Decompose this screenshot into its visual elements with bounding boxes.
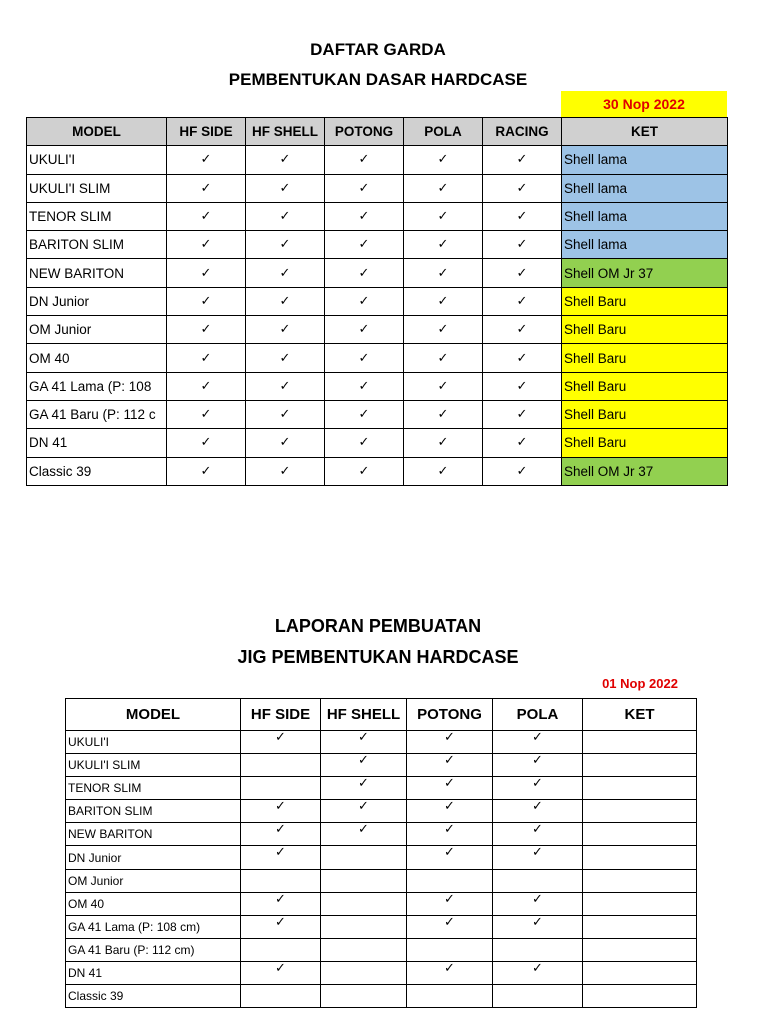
check-cell: ✓ <box>241 915 321 938</box>
check-cell: ✓ <box>404 457 483 485</box>
check-cell: ✓ <box>321 777 407 800</box>
check-cell: ✓ <box>407 777 493 800</box>
section2-title: LAPORAN PEMBUATAN <box>274 616 482 636</box>
ket-cell <box>583 731 697 754</box>
ket-cell <box>583 823 697 846</box>
table-row <box>27 344 728 372</box>
check-cell: ✓ <box>407 915 493 938</box>
check-cell: ✓ <box>483 429 562 457</box>
check-cell <box>321 961 407 984</box>
check-cell: ✓ <box>407 823 493 846</box>
column-header-hf-shell: HF SHELL <box>246 118 325 146</box>
table-row <box>66 915 697 938</box>
model-cell: OM 40 <box>66 892 241 915</box>
model-cell: DN Junior <box>66 846 241 869</box>
check-cell <box>321 892 407 915</box>
check-cell: ✓ <box>167 146 246 174</box>
check-cell: ✓ <box>483 259 562 287</box>
ket-cell: Shell Baru <box>562 429 728 457</box>
check-cell: ✓ <box>493 915 583 938</box>
model-cell: UKULI'I <box>27 146 167 174</box>
model-cell: GA 41 Lama (P: 108 <box>27 372 167 400</box>
column-header-hf-shell: HF SHELL <box>321 699 407 731</box>
check-cell <box>407 938 493 961</box>
column-header-model: MODEL <box>66 699 241 731</box>
table-row <box>27 457 728 485</box>
model-cell: UKULI'I SLIM <box>27 174 167 202</box>
check-cell: ✓ <box>407 731 493 754</box>
check-cell: ✓ <box>325 259 404 287</box>
check-cell: ✓ <box>493 800 583 823</box>
check-cell: ✓ <box>493 754 583 777</box>
table-row <box>66 800 697 823</box>
check-cell: ✓ <box>241 961 321 984</box>
check-cell: ✓ <box>167 174 246 202</box>
check-cell: ✓ <box>321 731 407 754</box>
check-cell: ✓ <box>483 231 562 259</box>
check-cell: ✓ <box>241 800 321 823</box>
model-cell: DN 41 <box>66 961 241 984</box>
section2-date: 01 Nop 2022 <box>602 676 678 691</box>
ket-cell <box>583 800 697 823</box>
check-cell: ✓ <box>325 287 404 315</box>
check-cell: ✓ <box>321 754 407 777</box>
check-cell: ✓ <box>167 344 246 372</box>
check-cell: ✓ <box>167 202 246 230</box>
column-header-ket: KET <box>562 118 728 146</box>
model-cell: DN Junior <box>27 287 167 315</box>
column-header-hf-side: HF SIDE <box>167 118 246 146</box>
column-header-potong: POTONG <box>407 699 493 731</box>
check-cell: ✓ <box>407 754 493 777</box>
check-cell: ✓ <box>246 202 325 230</box>
model-cell: OM Junior <box>66 869 241 892</box>
check-cell: ✓ <box>167 457 246 485</box>
check-cell: ✓ <box>483 146 562 174</box>
garda-table <box>26 117 728 486</box>
check-cell: ✓ <box>493 961 583 984</box>
model-cell: UKULI'I <box>66 731 241 754</box>
column-header-ket: KET <box>583 699 697 731</box>
column-header-racing: RACING <box>483 118 562 146</box>
check-cell: ✓ <box>404 316 483 344</box>
check-cell <box>407 985 493 1008</box>
check-cell: ✓ <box>167 231 246 259</box>
table-header-row <box>66 699 697 731</box>
check-cell: ✓ <box>167 259 246 287</box>
ket-cell <box>583 985 697 1008</box>
table-row <box>66 754 697 777</box>
check-cell: ✓ <box>325 316 404 344</box>
check-cell: ✓ <box>404 231 483 259</box>
model-cell: NEW BARITON <box>66 823 241 846</box>
check-cell: ✓ <box>404 174 483 202</box>
check-cell: ✓ <box>493 823 583 846</box>
check-cell: ✓ <box>246 146 325 174</box>
table-header-row <box>27 118 728 146</box>
check-cell <box>321 915 407 938</box>
ket-cell: Shell Baru <box>562 316 728 344</box>
column-header-hf-side: HF SIDE <box>241 699 321 731</box>
table-row <box>27 259 728 287</box>
check-cell: ✓ <box>241 731 321 754</box>
column-header-model: MODEL <box>27 118 167 146</box>
jig-report-table <box>65 698 697 1008</box>
section1-date: 30 Nop 2022 <box>561 91 727 117</box>
model-cell: GA 41 Baru (P: 112 c <box>27 400 167 428</box>
table-row <box>66 823 697 846</box>
check-cell: ✓ <box>325 457 404 485</box>
check-cell: ✓ <box>325 344 404 372</box>
check-cell: ✓ <box>325 146 404 174</box>
ket-cell <box>583 892 697 915</box>
check-cell <box>493 869 583 892</box>
check-cell <box>321 846 407 869</box>
check-cell: ✓ <box>321 800 407 823</box>
check-cell: ✓ <box>483 344 562 372</box>
check-cell: ✓ <box>407 892 493 915</box>
check-cell: ✓ <box>167 316 246 344</box>
model-cell: GA 41 Lama (P: 108 cm) <box>66 915 241 938</box>
check-cell: ✓ <box>404 287 483 315</box>
column-header-potong: POTONG <box>325 118 404 146</box>
check-cell: ✓ <box>246 287 325 315</box>
check-cell <box>321 938 407 961</box>
table-row <box>27 316 728 344</box>
check-cell <box>321 869 407 892</box>
check-cell <box>241 869 321 892</box>
table-row <box>66 961 697 984</box>
model-cell: UKULI'I SLIM <box>66 754 241 777</box>
ket-cell: Shell lama <box>562 202 728 230</box>
model-cell: OM Junior <box>27 316 167 344</box>
check-cell: ✓ <box>321 823 407 846</box>
model-cell: GA 41 Baru (P: 112 cm) <box>66 938 241 961</box>
column-header-pola: POLA <box>493 699 583 731</box>
check-cell: ✓ <box>246 429 325 457</box>
check-cell: ✓ <box>325 202 404 230</box>
table-row <box>27 146 728 174</box>
check-cell: ✓ <box>493 846 583 869</box>
check-cell: ✓ <box>325 231 404 259</box>
model-cell: TENOR SLIM <box>66 777 241 800</box>
model-cell: BARITON SLIM <box>66 800 241 823</box>
model-cell: DN 41 <box>27 429 167 457</box>
check-cell: ✓ <box>325 372 404 400</box>
check-cell: ✓ <box>241 823 321 846</box>
check-cell: ✓ <box>493 892 583 915</box>
check-cell: ✓ <box>404 400 483 428</box>
model-cell: TENOR SLIM <box>27 202 167 230</box>
check-cell: ✓ <box>404 259 483 287</box>
check-cell: ✓ <box>483 316 562 344</box>
model-cell: Classic 39 <box>66 985 241 1008</box>
check-cell: ✓ <box>325 429 404 457</box>
check-cell: ✓ <box>493 731 583 754</box>
check-cell: ✓ <box>325 174 404 202</box>
check-cell: ✓ <box>404 146 483 174</box>
check-cell: ✓ <box>167 429 246 457</box>
ket-cell: Shell Baru <box>562 287 728 315</box>
check-cell: ✓ <box>407 961 493 984</box>
check-cell <box>241 938 321 961</box>
table-row <box>66 846 697 869</box>
check-cell: ✓ <box>407 800 493 823</box>
ket-cell <box>583 869 697 892</box>
check-cell: ✓ <box>404 202 483 230</box>
table-row <box>66 938 697 961</box>
check-cell: ✓ <box>493 777 583 800</box>
check-cell: ✓ <box>483 174 562 202</box>
check-cell: ✓ <box>246 259 325 287</box>
model-cell: BARITON SLIM <box>27 231 167 259</box>
table-row <box>66 731 697 754</box>
check-cell: ✓ <box>246 316 325 344</box>
ket-cell: Shell OM Jr 37 <box>562 259 728 287</box>
check-cell: ✓ <box>404 344 483 372</box>
check-cell: ✓ <box>483 457 562 485</box>
table-row <box>27 231 728 259</box>
section1-title: DAFTAR GARDA <box>310 40 446 59</box>
check-cell: ✓ <box>483 400 562 428</box>
check-cell: ✓ <box>404 372 483 400</box>
table-row <box>66 869 697 892</box>
section1-subtitle: PEMBENTUKAN DASAR HARDCASE <box>228 70 528 89</box>
model-cell: NEW BARITON <box>27 259 167 287</box>
check-cell <box>241 777 321 800</box>
table-row <box>66 985 697 1008</box>
table-row <box>66 777 697 800</box>
check-cell: ✓ <box>167 287 246 315</box>
table-row <box>27 174 728 202</box>
table-row <box>27 400 728 428</box>
check-cell: ✓ <box>483 202 562 230</box>
model-cell: OM 40 <box>27 344 167 372</box>
check-cell: ✓ <box>241 892 321 915</box>
ket-cell <box>583 915 697 938</box>
ket-cell: Shell Baru <box>562 344 728 372</box>
table-row <box>27 429 728 457</box>
ket-cell <box>583 754 697 777</box>
check-cell: ✓ <box>167 372 246 400</box>
check-cell: ✓ <box>246 400 325 428</box>
column-header-pola: POLA <box>404 118 483 146</box>
check-cell: ✓ <box>407 846 493 869</box>
check-cell: ✓ <box>246 344 325 372</box>
ket-cell: Shell lama <box>562 146 728 174</box>
table-row <box>27 202 728 230</box>
check-cell: ✓ <box>167 400 246 428</box>
check-cell <box>241 985 321 1008</box>
ket-cell: Shell Baru <box>562 400 728 428</box>
ket-cell: Shell Baru <box>562 372 728 400</box>
model-cell: Classic 39 <box>27 457 167 485</box>
table-row <box>27 287 728 315</box>
ket-cell <box>583 961 697 984</box>
check-cell: ✓ <box>246 372 325 400</box>
check-cell <box>241 754 321 777</box>
ket-cell <box>583 777 697 800</box>
table-row <box>66 892 697 915</box>
check-cell: ✓ <box>325 400 404 428</box>
check-cell: ✓ <box>246 231 325 259</box>
check-cell <box>321 985 407 1008</box>
ket-cell <box>583 938 697 961</box>
table-row <box>27 372 728 400</box>
check-cell: ✓ <box>404 429 483 457</box>
check-cell: ✓ <box>246 174 325 202</box>
ket-cell <box>583 846 697 869</box>
check-cell <box>407 869 493 892</box>
ket-cell: Shell OM Jr 37 <box>562 457 728 485</box>
check-cell: ✓ <box>483 287 562 315</box>
check-cell: ✓ <box>483 372 562 400</box>
check-cell <box>493 985 583 1008</box>
ket-cell: Shell lama <box>562 231 728 259</box>
check-cell <box>493 938 583 961</box>
check-cell: ✓ <box>246 457 325 485</box>
check-cell: ✓ <box>241 846 321 869</box>
section2-subtitle: JIG PEMBENTUKAN HARDCASE <box>237 647 519 667</box>
ket-cell: Shell lama <box>562 174 728 202</box>
